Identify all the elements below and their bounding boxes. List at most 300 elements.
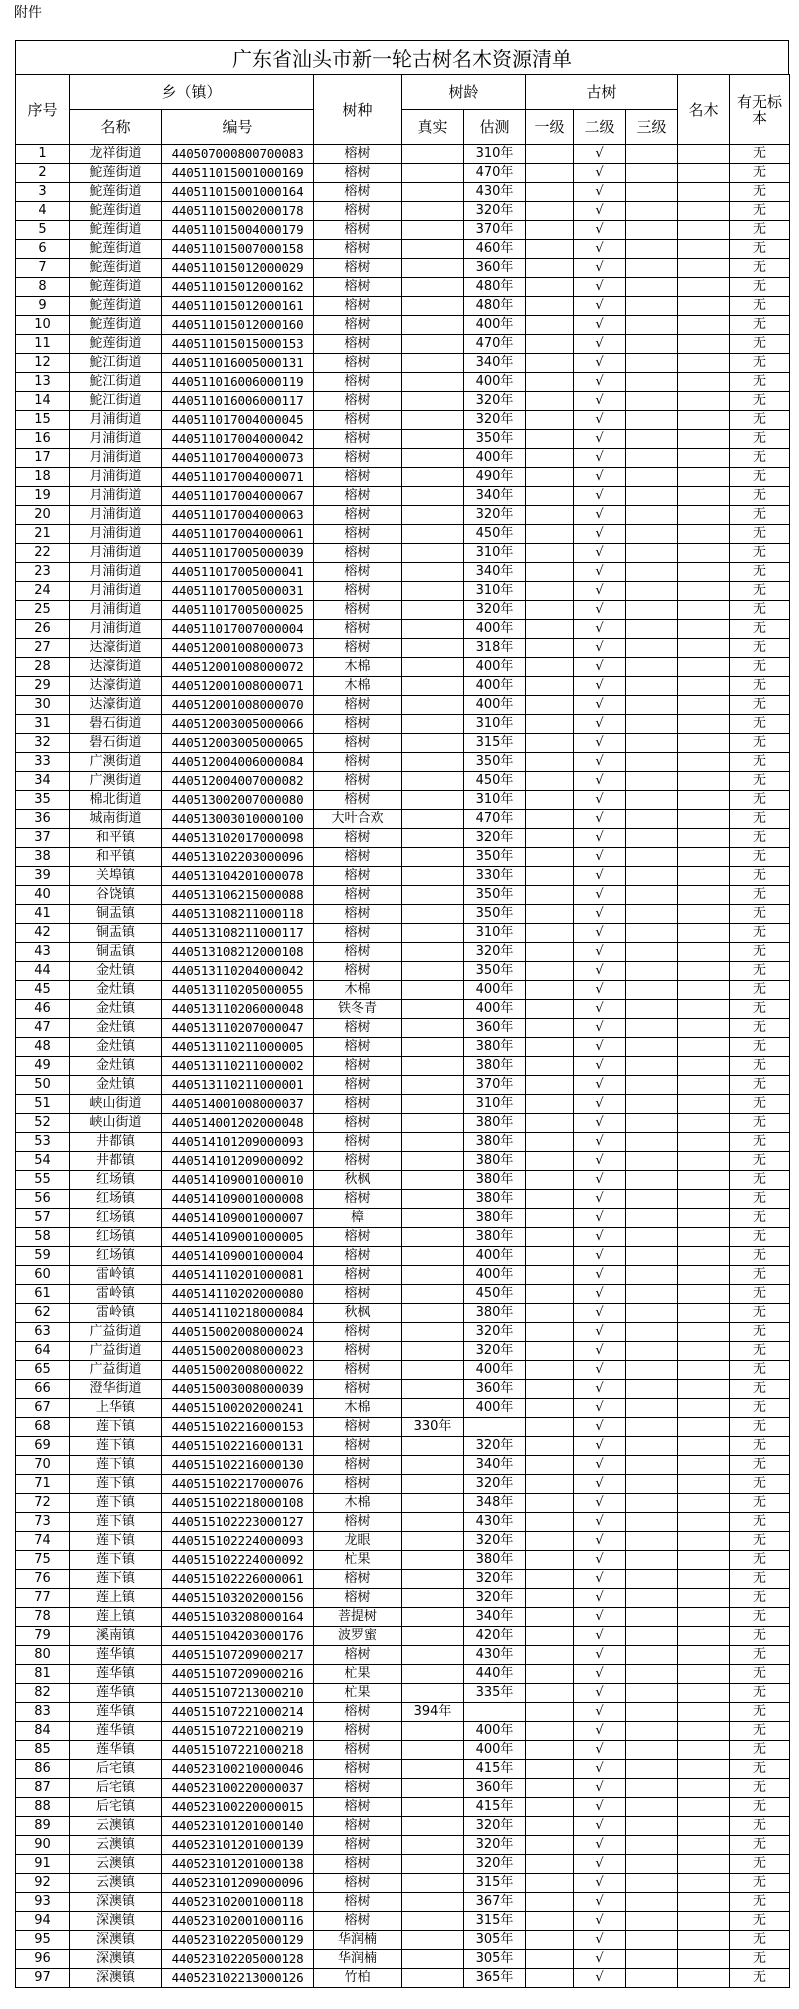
cell-signboard: 无 — [730, 1456, 790, 1475]
cell-famous — [678, 677, 730, 696]
cell-town-name: 铜盂镇 — [70, 943, 162, 962]
cell-age-real — [402, 1589, 464, 1608]
table-row — [16, 506, 790, 525]
cell-age-real — [402, 582, 464, 601]
cell-grade3 — [626, 1874, 678, 1893]
cell-code: 440523100210000046 — [162, 1760, 314, 1779]
cell-grade2: √ — [574, 1361, 626, 1380]
cell-famous — [678, 468, 730, 487]
cell-grade2: √ — [574, 1589, 626, 1608]
cell-code: 440513108211000117 — [162, 924, 314, 943]
cell-grade1 — [526, 1551, 574, 1570]
cell-grade1 — [526, 487, 574, 506]
cell-town-name: 铜盂镇 — [70, 924, 162, 943]
table-row — [16, 1893, 790, 1912]
cell-seq: 83 — [16, 1703, 70, 1722]
cell-age-real — [402, 867, 464, 886]
table-row — [16, 183, 790, 202]
cell-grade3 — [626, 1038, 678, 1057]
cell-grade3 — [626, 1570, 678, 1589]
cell-town-name: 月浦街道 — [70, 506, 162, 525]
cell-age-real — [402, 1209, 464, 1228]
cell-grade3 — [626, 506, 678, 525]
cell-famous — [678, 639, 730, 658]
cell-code: 440515102216000131 — [162, 1437, 314, 1456]
cell-town-name: 莲上镇 — [70, 1589, 162, 1608]
cell-species: 榕树 — [314, 1722, 402, 1741]
cell-code: 440514001008000037 — [162, 1095, 314, 1114]
cell-town-name: 达濠街道 — [70, 696, 162, 715]
cell-grade1 — [526, 1152, 574, 1171]
cell-signboard: 无 — [730, 1817, 790, 1836]
cell-seq: 80 — [16, 1646, 70, 1665]
cell-seq: 10 — [16, 316, 70, 335]
cell-age-real — [402, 183, 464, 202]
cell-seq: 22 — [16, 544, 70, 563]
cell-famous — [678, 886, 730, 905]
cell-age-est: 320年 — [464, 943, 526, 962]
cell-grade2: √ — [574, 1798, 626, 1817]
cell-age-real — [402, 924, 464, 943]
cell-grade1 — [526, 1684, 574, 1703]
cell-code: 440513110206000048 — [162, 1000, 314, 1019]
cell-age-est: 400年 — [464, 658, 526, 677]
cell-signboard: 无 — [730, 411, 790, 430]
cell-code: 440511017007000004 — [162, 620, 314, 639]
cell-species: 榕树 — [314, 202, 402, 221]
cell-town-name: 莲下镇 — [70, 1418, 162, 1437]
cell-age-est: 380年 — [464, 1551, 526, 1570]
cell-signboard: 无 — [730, 886, 790, 905]
cell-code: 440523101201000138 — [162, 1855, 314, 1874]
cell-species: 榕树 — [314, 753, 402, 772]
cell-grade2: √ — [574, 1076, 626, 1095]
cell-signboard: 无 — [730, 392, 790, 411]
cell-famous — [678, 183, 730, 202]
cell-grade1 — [526, 1874, 574, 1893]
cell-species: 杧果 — [314, 1684, 402, 1703]
cell-famous — [678, 1209, 730, 1228]
cell-grade2: √ — [574, 1095, 626, 1114]
cell-seq: 50 — [16, 1076, 70, 1095]
cell-famous — [678, 1114, 730, 1133]
cell-code: 440523101209000096 — [162, 1874, 314, 1893]
cell-grade3 — [626, 1893, 678, 1912]
table-row — [16, 1684, 790, 1703]
cell-signboard: 无 — [730, 1038, 790, 1057]
cell-grade3 — [626, 1057, 678, 1076]
cell-grade2: √ — [574, 411, 626, 430]
cell-age-est: 320年 — [464, 829, 526, 848]
cell-code: 440513110204000042 — [162, 962, 314, 981]
cell-town-name: 广澳街道 — [70, 753, 162, 772]
cell-grade2: √ — [574, 145, 626, 164]
cell-species: 榕树 — [314, 335, 402, 354]
cell-grade2: √ — [574, 1247, 626, 1266]
cell-age-real — [402, 392, 464, 411]
cell-seq: 33 — [16, 753, 70, 772]
cell-signboard: 无 — [730, 810, 790, 829]
cell-seq: 56 — [16, 1190, 70, 1209]
cell-seq: 31 — [16, 715, 70, 734]
cell-species: 榕树 — [314, 791, 402, 810]
cell-grade2: √ — [574, 1114, 626, 1133]
cell-species: 竹柏 — [314, 1969, 402, 1988]
cell-age-real — [402, 1950, 464, 1969]
cell-age-real — [402, 1057, 464, 1076]
cell-town-name: 金灶镇 — [70, 1000, 162, 1019]
cell-grade3 — [626, 1589, 678, 1608]
cell-town-name: 礐石街道 — [70, 734, 162, 753]
cell-species: 榕树 — [314, 1190, 402, 1209]
cell-seq: 76 — [16, 1570, 70, 1589]
table-row — [16, 753, 790, 772]
cell-grade3 — [626, 1551, 678, 1570]
cell-age-real: 394年 — [402, 1703, 464, 1722]
cell-species: 榕树 — [314, 1513, 402, 1532]
cell-age-est: 380年 — [464, 1133, 526, 1152]
cell-grade3 — [626, 259, 678, 278]
table-row — [16, 1817, 790, 1836]
cell-grade1 — [526, 658, 574, 677]
cell-age-real — [402, 753, 464, 772]
cell-seq: 46 — [16, 1000, 70, 1019]
cell-seq: 88 — [16, 1798, 70, 1817]
cell-species: 大叶合欢 — [314, 810, 402, 829]
cell-grade3 — [626, 1171, 678, 1190]
cell-seq: 15 — [16, 411, 70, 430]
cell-grade2: √ — [574, 1456, 626, 1475]
cell-signboard: 无 — [730, 1969, 790, 1988]
cell-code: 440514109001000010 — [162, 1171, 314, 1190]
cell-famous — [678, 411, 730, 430]
table-row — [16, 905, 790, 924]
cell-famous — [678, 373, 730, 392]
cell-species: 榕树 — [314, 316, 402, 335]
cell-town-name: 月浦街道 — [70, 468, 162, 487]
cell-grade2: √ — [574, 658, 626, 677]
cell-grade3 — [626, 791, 678, 810]
cell-signboard: 无 — [730, 1912, 790, 1931]
cell-famous — [678, 1722, 730, 1741]
cell-signboard: 无 — [730, 1209, 790, 1228]
cell-grade2: √ — [574, 1855, 626, 1874]
cell-famous — [678, 202, 730, 221]
cell-code: 440513102017000098 — [162, 829, 314, 848]
cell-grade1 — [526, 316, 574, 335]
cell-grade2: √ — [574, 297, 626, 316]
cell-seq: 78 — [16, 1608, 70, 1627]
cell-signboard: 无 — [730, 1285, 790, 1304]
cell-age-est: 350年 — [464, 962, 526, 981]
cell-grade1 — [526, 1076, 574, 1095]
cell-code: 440512003005000065 — [162, 734, 314, 753]
cell-famous — [678, 221, 730, 240]
table-row — [16, 1399, 790, 1418]
cell-species: 华润楠 — [314, 1950, 402, 1969]
cell-age-est: 335年 — [464, 1684, 526, 1703]
cell-famous — [678, 1342, 730, 1361]
cell-code: 440512001008000071 — [162, 677, 314, 696]
cell-age-est: 340年 — [464, 1456, 526, 1475]
cell-age-est: 370年 — [464, 1076, 526, 1095]
cell-town-name: 鮀莲街道 — [70, 259, 162, 278]
cell-age-est: 430年 — [464, 1646, 526, 1665]
table-row — [16, 544, 790, 563]
table-row — [16, 1912, 790, 1931]
cell-age-real — [402, 1551, 464, 1570]
cell-grade3 — [626, 1247, 678, 1266]
cell-town-name: 后宅镇 — [70, 1798, 162, 1817]
table-row — [16, 582, 790, 601]
cell-grade2: √ — [574, 1399, 626, 1418]
cell-seq: 32 — [16, 734, 70, 753]
cell-famous — [678, 1760, 730, 1779]
cell-code: 440512004007000082 — [162, 772, 314, 791]
cell-code: 440511017004000071 — [162, 468, 314, 487]
cell-grade2: √ — [574, 1513, 626, 1532]
cell-age-est: 340年 — [464, 487, 526, 506]
cell-species: 杧果 — [314, 1665, 402, 1684]
cell-age-est: 440年 — [464, 1665, 526, 1684]
cell-famous — [678, 259, 730, 278]
cell-famous — [678, 1703, 730, 1722]
cell-code: 440523101201000140 — [162, 1817, 314, 1836]
cell-town-name: 雷岭镇 — [70, 1285, 162, 1304]
cell-grade1 — [526, 1760, 574, 1779]
cell-town-name: 城南街道 — [70, 810, 162, 829]
cell-age-real — [402, 525, 464, 544]
cell-grade1 — [526, 1722, 574, 1741]
cell-grade1 — [526, 886, 574, 905]
cell-age-real — [402, 829, 464, 848]
cell-signboard: 无 — [730, 1551, 790, 1570]
cell-age-est — [464, 1703, 526, 1722]
cell-seq: 13 — [16, 373, 70, 392]
cell-age-real — [402, 487, 464, 506]
cell-grade1 — [526, 1589, 574, 1608]
cell-age-est: 400年 — [464, 677, 526, 696]
table-row — [16, 1551, 790, 1570]
cell-grade1 — [526, 1399, 574, 1418]
cell-signboard: 无 — [730, 1874, 790, 1893]
cell-age-est: 400年 — [464, 1722, 526, 1741]
cell-signboard: 无 — [730, 1665, 790, 1684]
cell-seq: 1 — [16, 145, 70, 164]
cell-town-name: 达濠街道 — [70, 658, 162, 677]
cell-species: 榕树 — [314, 411, 402, 430]
cell-seq: 39 — [16, 867, 70, 886]
cell-town-name: 雷岭镇 — [70, 1304, 162, 1323]
cell-age-est: 320年 — [464, 1855, 526, 1874]
table-row — [16, 1950, 790, 1969]
cell-species: 榕树 — [314, 487, 402, 506]
cell-grade2: √ — [574, 525, 626, 544]
cell-species: 榕树 — [314, 1779, 402, 1798]
cell-species: 榕树 — [314, 639, 402, 658]
cell-grade3 — [626, 1684, 678, 1703]
header-age-group: 树龄 — [402, 75, 526, 110]
cell-seq: 87 — [16, 1779, 70, 1798]
cell-seq: 4 — [16, 202, 70, 221]
cell-species: 榕树 — [314, 278, 402, 297]
cell-age-real — [402, 696, 464, 715]
cell-signboard: 无 — [730, 1437, 790, 1456]
table-row — [16, 1247, 790, 1266]
cell-signboard: 无 — [730, 1247, 790, 1266]
cell-age-real — [402, 962, 464, 981]
cell-town-name: 深澳镇 — [70, 1931, 162, 1950]
table-row — [16, 1627, 790, 1646]
cell-town-name: 月浦街道 — [70, 601, 162, 620]
cell-signboard: 无 — [730, 468, 790, 487]
cell-seq: 54 — [16, 1152, 70, 1171]
cell-age-real — [402, 544, 464, 563]
cell-seq: 17 — [16, 449, 70, 468]
cell-age-real — [402, 1399, 464, 1418]
cell-code: 440513003010000100 — [162, 810, 314, 829]
cell-grade2: √ — [574, 544, 626, 563]
cell-grade3 — [626, 639, 678, 658]
cell-age-real — [402, 145, 464, 164]
cell-town-name: 澄华街道 — [70, 1380, 162, 1399]
cell-seq: 66 — [16, 1380, 70, 1399]
cell-code: 440511015012000161 — [162, 297, 314, 316]
cell-famous — [678, 924, 730, 943]
cell-species: 榕树 — [314, 164, 402, 183]
cell-code: 440511015001000164 — [162, 183, 314, 202]
cell-age-est: 400年 — [464, 1741, 526, 1760]
cell-famous — [678, 1247, 730, 1266]
cell-town-name: 达濠街道 — [70, 639, 162, 658]
cell-grade1 — [526, 506, 574, 525]
cell-famous — [678, 772, 730, 791]
cell-seq: 89 — [16, 1817, 70, 1836]
cell-famous — [678, 354, 730, 373]
cell-species: 榕树 — [314, 1380, 402, 1399]
cell-seq: 58 — [16, 1228, 70, 1247]
cell-famous — [678, 1874, 730, 1893]
cell-town-name: 鮀江街道 — [70, 392, 162, 411]
cell-seq: 27 — [16, 639, 70, 658]
table-row — [16, 1057, 790, 1076]
cell-famous — [678, 1152, 730, 1171]
table-row — [16, 1152, 790, 1171]
cell-grade1 — [526, 1342, 574, 1361]
table-row — [16, 1418, 790, 1437]
ancient-tree-table — [15, 74, 790, 1988]
cell-code: 440515002008000024 — [162, 1323, 314, 1342]
cell-age-real — [402, 335, 464, 354]
cell-age-real — [402, 1874, 464, 1893]
cell-famous — [678, 297, 730, 316]
cell-seq: 36 — [16, 810, 70, 829]
cell-species: 樟 — [314, 1209, 402, 1228]
cell-age-real — [402, 1437, 464, 1456]
cell-town-name: 广益街道 — [70, 1361, 162, 1380]
cell-signboard: 无 — [730, 924, 790, 943]
cell-signboard: 无 — [730, 715, 790, 734]
cell-code: 440512003005000066 — [162, 715, 314, 734]
cell-signboard: 无 — [730, 601, 790, 620]
cell-famous — [678, 1133, 730, 1152]
cell-town-name: 莲下镇 — [70, 1551, 162, 1570]
cell-age-est: 430年 — [464, 183, 526, 202]
cell-famous — [678, 1608, 730, 1627]
cell-age-est: 380年 — [464, 1057, 526, 1076]
cell-code: 440515100202000241 — [162, 1399, 314, 1418]
cell-famous — [678, 392, 730, 411]
cell-code: 440511015012000160 — [162, 316, 314, 335]
table-row — [16, 848, 790, 867]
cell-code: 440513108211000118 — [162, 905, 314, 924]
table-row — [16, 1931, 790, 1950]
cell-age-real — [402, 506, 464, 525]
cell-signboard: 无 — [730, 278, 790, 297]
cell-grade1 — [526, 1855, 574, 1874]
cell-grade2: √ — [574, 1703, 626, 1722]
cell-grade3 — [626, 582, 678, 601]
cell-age-est: 360年 — [464, 1380, 526, 1399]
cell-code: 440523102001000118 — [162, 1893, 314, 1912]
cell-grade3 — [626, 1114, 678, 1133]
cell-seq: 91 — [16, 1855, 70, 1874]
cell-signboard: 无 — [730, 1589, 790, 1608]
cell-town-name: 月浦街道 — [70, 544, 162, 563]
cell-age-real — [402, 848, 464, 867]
cell-age-est: 470年 — [464, 335, 526, 354]
cell-town-name: 广益街道 — [70, 1342, 162, 1361]
cell-grade3 — [626, 1418, 678, 1437]
cell-species: 榕树 — [314, 563, 402, 582]
cell-grade1 — [526, 1817, 574, 1836]
cell-famous — [678, 1950, 730, 1969]
cell-species: 榕树 — [314, 1893, 402, 1912]
cell-code: 440515107209000217 — [162, 1646, 314, 1665]
table-row — [16, 1304, 790, 1323]
cell-code: 440514109001000004 — [162, 1247, 314, 1266]
cell-famous — [678, 1095, 730, 1114]
table-row — [16, 1437, 790, 1456]
cell-town-name: 红场镇 — [70, 1228, 162, 1247]
cell-grade2: √ — [574, 373, 626, 392]
cell-seq: 18 — [16, 468, 70, 487]
cell-age-real — [402, 278, 464, 297]
cell-signboard: 无 — [730, 430, 790, 449]
cell-seq: 24 — [16, 582, 70, 601]
cell-famous — [678, 848, 730, 867]
cell-signboard: 无 — [730, 867, 790, 886]
table-row — [16, 734, 790, 753]
table-row — [16, 1285, 790, 1304]
cell-species: 榕树 — [314, 1418, 402, 1437]
cell-famous — [678, 1057, 730, 1076]
cell-famous — [678, 1171, 730, 1190]
cell-grade1 — [526, 1475, 574, 1494]
cell-grade1 — [526, 1912, 574, 1931]
cell-grade2: √ — [574, 335, 626, 354]
cell-age-real — [402, 1323, 464, 1342]
cell-species: 榕树 — [314, 1437, 402, 1456]
table-row — [16, 1000, 790, 1019]
cell-grade2: √ — [574, 164, 626, 183]
cell-age-est: 310年 — [464, 715, 526, 734]
cell-grade3 — [626, 1741, 678, 1760]
cell-grade2: √ — [574, 1912, 626, 1931]
cell-grade2: √ — [574, 1950, 626, 1969]
table-row — [16, 487, 790, 506]
cell-grade2: √ — [574, 449, 626, 468]
